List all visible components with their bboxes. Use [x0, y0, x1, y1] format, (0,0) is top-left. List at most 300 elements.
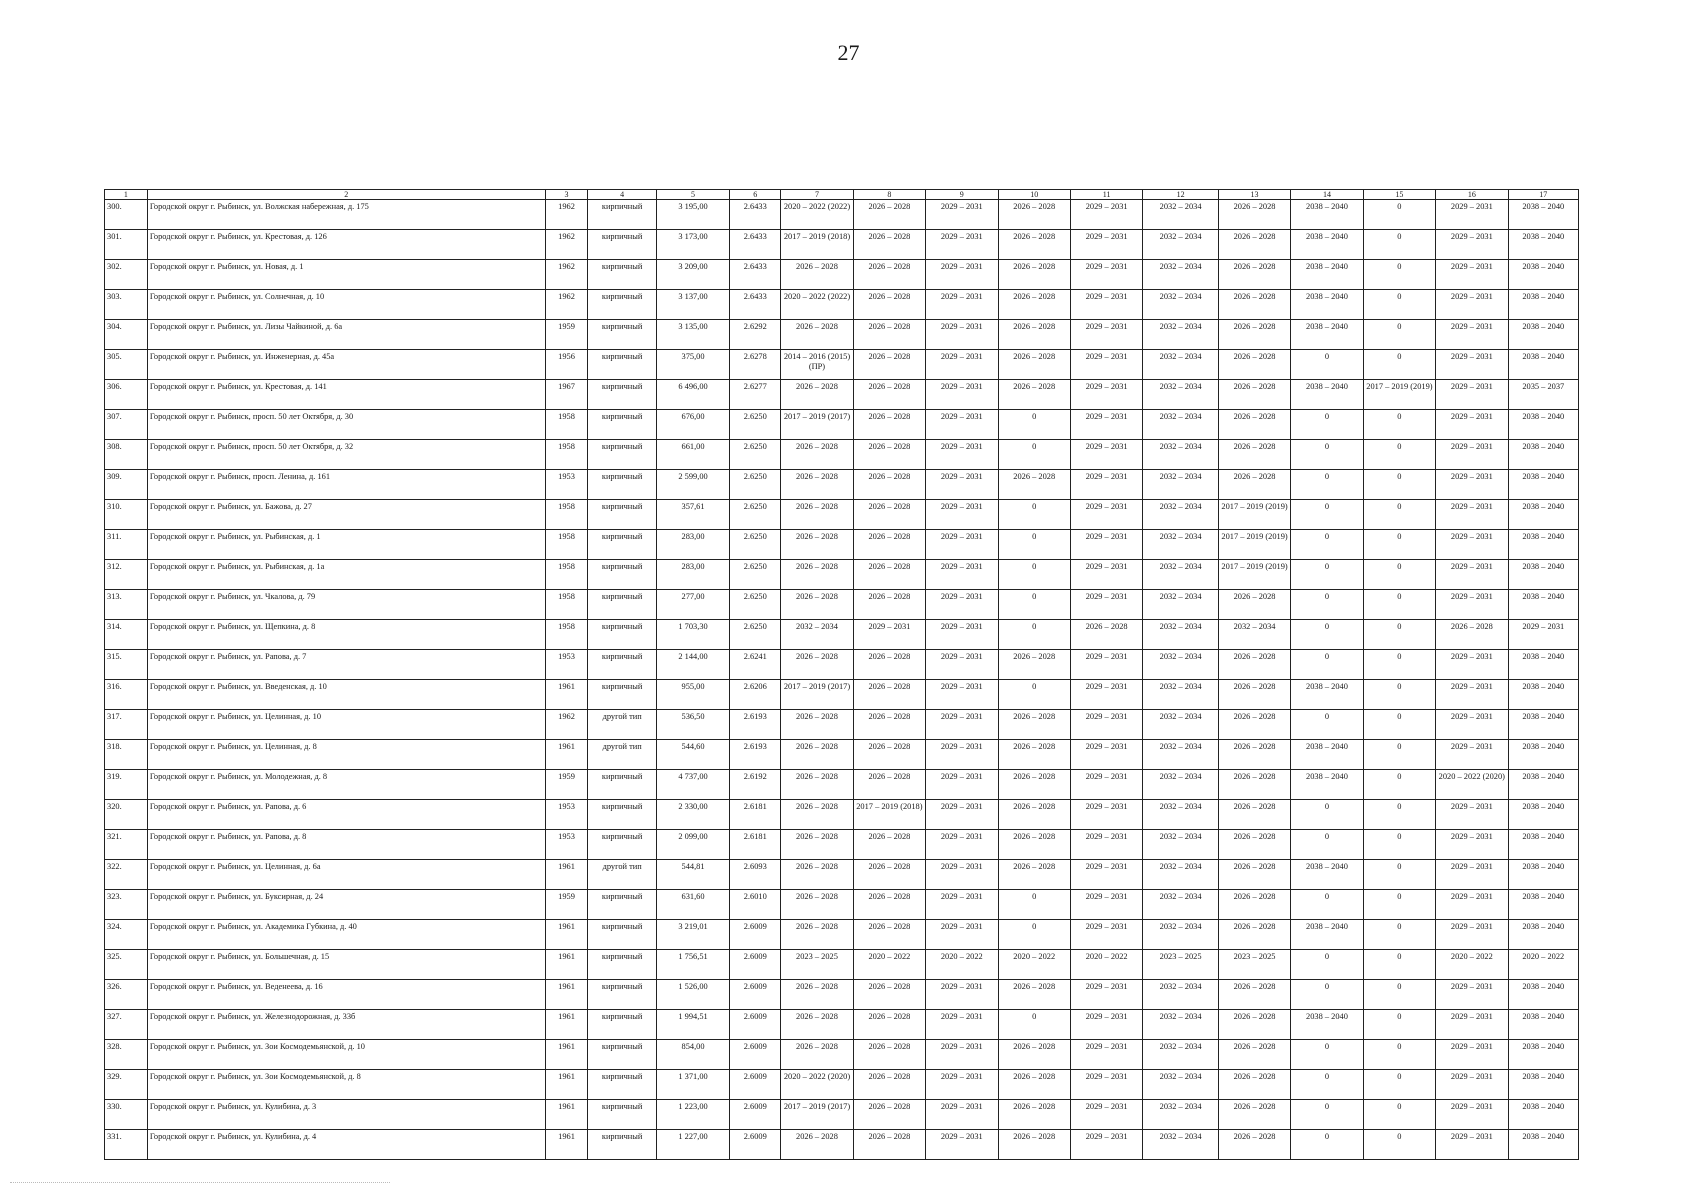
- table-cell: 2029 – 2031: [926, 770, 998, 800]
- table-cell: 0: [1291, 980, 1363, 1010]
- table-cell: 2026 – 2028: [1218, 650, 1290, 680]
- table-cell: 2.6192: [730, 770, 781, 800]
- row-number-cell: 329.: [105, 1070, 148, 1100]
- table-cell: кирпичный: [588, 560, 656, 590]
- table-cell: 2.6009: [730, 1010, 781, 1040]
- address-cell: Городской округ г. Рыбинск, ул. Крестовая, д. 141: [147, 380, 545, 410]
- table-cell: 1958: [545, 440, 588, 470]
- row-number-cell: 300.: [105, 200, 148, 230]
- table-cell: 2026 – 2028: [998, 380, 1070, 410]
- row-number-cell: 321.: [105, 830, 148, 860]
- table-cell: 2029 – 2031: [1070, 290, 1142, 320]
- table-cell: 1953: [545, 470, 588, 500]
- table-cell: 2023 – 2025: [1143, 950, 1218, 980]
- table-row: [105, 890, 1579, 920]
- column-number-15: 15: [1363, 190, 1435, 200]
- table-cell: кирпичный: [588, 1040, 656, 1070]
- address-cell: Городской округ г. Рыбинск, ул. Крестовая, д. 126: [147, 230, 545, 260]
- row-number-cell: 326.: [105, 980, 148, 1010]
- table-cell: 2017 – 2019 (2019): [1218, 530, 1290, 560]
- table-cell: 2038 – 2040: [1508, 860, 1578, 890]
- table-cell: 2038 – 2040: [1508, 470, 1578, 500]
- column-number-17: 17: [1508, 190, 1578, 200]
- table-cell: 0: [998, 410, 1070, 440]
- table-cell: 2029 – 2031: [926, 800, 998, 830]
- table-cell: 2029 – 2031: [1070, 860, 1142, 890]
- table-cell: 277,00: [656, 590, 729, 620]
- table-cell: 2026 – 2028: [781, 380, 853, 410]
- table-cell: 0: [1363, 770, 1435, 800]
- table-cell: 2026 – 2028: [1218, 290, 1290, 320]
- table-cell: 2032 – 2034: [1143, 200, 1218, 230]
- address-cell: Городской округ г. Рыбинск, ул. Целинная, д. 10: [147, 710, 545, 740]
- table-cell: 2032 – 2034: [1143, 1040, 1218, 1070]
- table-cell: 2.6433: [730, 260, 781, 290]
- table-cell: 1958: [545, 410, 588, 440]
- table-cell: 0: [1363, 950, 1435, 980]
- row-number-cell: 316.: [105, 680, 148, 710]
- table-cell: 2029 – 2031: [1436, 800, 1508, 830]
- table-cell: 2026 – 2028: [781, 440, 853, 470]
- table-cell: 2029 – 2031: [1070, 710, 1142, 740]
- table-cell: 2026 – 2028: [853, 440, 925, 470]
- table-cell: 2029 – 2031: [1436, 920, 1508, 950]
- table-cell: 1 994,51: [656, 1010, 729, 1040]
- table-cell: кирпичный: [588, 650, 656, 680]
- table-cell: 2029 – 2031: [926, 1130, 998, 1160]
- table-cell: 1953: [545, 650, 588, 680]
- table-cell: 0: [998, 590, 1070, 620]
- table-cell: 0: [998, 920, 1070, 950]
- table-cell: 2026 – 2028: [781, 860, 853, 890]
- row-number-cell: 303.: [105, 290, 148, 320]
- table-cell: 2029 – 2031: [1436, 410, 1508, 440]
- table-cell: 0: [998, 890, 1070, 920]
- table-cell: 2038 – 2040: [1291, 260, 1363, 290]
- table-cell: 2035 – 2037: [1508, 380, 1578, 410]
- table-cell: 2.6009: [730, 1040, 781, 1070]
- table-row: [105, 830, 1579, 860]
- table-row: [105, 950, 1579, 980]
- table-cell: 2026 – 2028: [998, 200, 1070, 230]
- table-cell: 2.6250: [730, 410, 781, 440]
- table-cell: 2026 – 2028: [1218, 1040, 1290, 1070]
- table-cell: 2029 – 2031: [1436, 500, 1508, 530]
- table-cell: 2020 – 2022 (2020): [1436, 770, 1508, 800]
- column-number-3: 3: [545, 190, 588, 200]
- table-cell: 0: [1363, 500, 1435, 530]
- table-cell: 2026 – 2028: [1218, 740, 1290, 770]
- table-cell: 2029 – 2031: [1070, 650, 1142, 680]
- table-cell: кирпичный: [588, 620, 656, 650]
- table-cell: 2026 – 2028: [781, 1010, 853, 1040]
- table-cell: 2017 – 2019 (2018): [853, 800, 925, 830]
- table-cell: 2029 – 2031: [926, 740, 998, 770]
- table-cell: 2026 – 2028: [1218, 1070, 1290, 1100]
- table-cell: 2032 – 2034: [1143, 680, 1218, 710]
- table-cell: 2029 – 2031: [1070, 1070, 1142, 1100]
- table-cell: 2038 – 2040: [1508, 1130, 1578, 1160]
- table-cell: 2017 – 2019 (2019): [1218, 500, 1290, 530]
- table-cell: 2029 – 2031: [1436, 440, 1508, 470]
- table-cell: 2032 – 2034: [1143, 560, 1218, 590]
- table-cell: 2026 – 2028: [1218, 890, 1290, 920]
- row-number-cell: 331.: [105, 1130, 148, 1160]
- row-number-cell: 330.: [105, 1100, 148, 1130]
- table-cell: 1967: [545, 380, 588, 410]
- table-cell: 2038 – 2040: [1508, 1040, 1578, 1070]
- table-cell: 955,00: [656, 680, 729, 710]
- table-cell: 2038 – 2040: [1508, 290, 1578, 320]
- address-cell: Городской округ г. Рыбинск, ул. Инженерная, д. 45а: [147, 350, 545, 380]
- table-cell: 2026 – 2028: [1218, 260, 1290, 290]
- address-cell: Городской округ г. Рыбинск, ул. Волжская набережная, д. 175: [147, 200, 545, 230]
- table-cell: 2.6009: [730, 980, 781, 1010]
- table-cell: 2029 – 2031: [1070, 1040, 1142, 1070]
- table-cell: 2026 – 2028: [781, 710, 853, 740]
- row-number-cell: 327.: [105, 1010, 148, 1040]
- table-cell: 2026 – 2028: [853, 200, 925, 230]
- table-cell: 2026 – 2028: [998, 710, 1070, 740]
- table-cell: 2026 – 2028: [781, 920, 853, 950]
- table-cell: 2029 – 2031: [1436, 530, 1508, 560]
- table-cell: 2026 – 2028: [781, 530, 853, 560]
- row-number-cell: 322.: [105, 860, 148, 890]
- table-cell: 2029 – 2031: [1436, 230, 1508, 260]
- table-cell: 2038 – 2040: [1291, 230, 1363, 260]
- table-cell: 2026 – 2028: [853, 860, 925, 890]
- table-cell: 2026 – 2028: [1218, 350, 1290, 380]
- table-cell: 2026 – 2028: [781, 650, 853, 680]
- table-cell: 0: [1363, 650, 1435, 680]
- table-cell: 2032 – 2034: [1143, 1010, 1218, 1040]
- table-cell: 2029 – 2031: [1436, 350, 1508, 380]
- row-number-cell: 314.: [105, 620, 148, 650]
- table-cell: 2026 – 2028: [853, 650, 925, 680]
- table-cell: 2020 – 2022: [1070, 950, 1142, 980]
- table-cell: 0: [1363, 1070, 1435, 1100]
- table-cell: 0: [1363, 410, 1435, 440]
- table-row: [105, 1040, 1579, 1070]
- address-cell: Городской округ г. Рыбинск, ул. Железнодорожная, д. 33б: [147, 1010, 545, 1040]
- address-cell: Городской округ г. Рыбинск, ул. Новая, д. 1: [147, 260, 545, 290]
- address-cell: Городской округ г. Рыбинск, ул. Целинная, д. 8: [147, 740, 545, 770]
- table-cell: 2026 – 2028: [998, 860, 1070, 890]
- table-cell: кирпичный: [588, 830, 656, 860]
- table-cell: 544,60: [656, 740, 729, 770]
- table-cell: другой тип: [588, 860, 656, 890]
- column-number-5: 5: [656, 190, 729, 200]
- table-cell: 2032 – 2034: [1143, 620, 1218, 650]
- table-cell: 2.6093: [730, 860, 781, 890]
- address-cell: Городской округ г. Рыбинск, ул. Кулибина, д. 4: [147, 1130, 545, 1160]
- table-cell: 3 219,01: [656, 920, 729, 950]
- table-cell: 0: [1291, 1070, 1363, 1100]
- table-cell: 1 703,30: [656, 620, 729, 650]
- table-cell: 2026 – 2028: [998, 290, 1070, 320]
- row-number-cell: 306.: [105, 380, 148, 410]
- table-cell: 2038 – 2040: [1508, 1010, 1578, 1040]
- table-cell: 2.6241: [730, 650, 781, 680]
- table-row: [105, 560, 1579, 590]
- table-cell: 2026 – 2028: [853, 1070, 925, 1100]
- table-row: [105, 740, 1579, 770]
- table-row: [105, 500, 1579, 530]
- table-cell: 2020 – 2022: [998, 950, 1070, 980]
- table-cell: 2038 – 2040: [1291, 200, 1363, 230]
- table-row: [105, 980, 1579, 1010]
- table-cell: 2038 – 2040: [1508, 800, 1578, 830]
- column-number-9: 9: [926, 190, 998, 200]
- table-row: [105, 380, 1579, 410]
- table-row: [105, 1010, 1579, 1040]
- table-cell: 2026 – 2028: [853, 320, 925, 350]
- table-cell: 1961: [545, 1010, 588, 1040]
- table-cell: 3 173,00: [656, 230, 729, 260]
- table-cell: 2032 – 2034: [1143, 710, 1218, 740]
- table-cell: 2 599,00: [656, 470, 729, 500]
- table-cell: 1958: [545, 620, 588, 650]
- table-cell: 2026 – 2028: [1218, 1010, 1290, 1040]
- table-cell: 2038 – 2040: [1291, 740, 1363, 770]
- table-cell: 2026 – 2028: [1218, 440, 1290, 470]
- table-cell: 2.6278: [730, 350, 781, 380]
- table-row: [105, 470, 1579, 500]
- table-cell: 2026 – 2028: [853, 590, 925, 620]
- table-cell: 2029 – 2031: [1436, 710, 1508, 740]
- table-cell: 2026 – 2028: [853, 1040, 925, 1070]
- table-cell: 1961: [545, 740, 588, 770]
- table-cell: 2.6250: [730, 500, 781, 530]
- table-cell: 2026 – 2028: [853, 260, 925, 290]
- table-cell: 2026 – 2028: [998, 350, 1070, 380]
- table-cell: 2 144,00: [656, 650, 729, 680]
- table-cell: кирпичный: [588, 350, 656, 380]
- table-cell: 3 135,00: [656, 320, 729, 350]
- column-number-4: 4: [588, 190, 656, 200]
- table-cell: 2.6250: [730, 530, 781, 560]
- table-cell: 2029 – 2031: [926, 1070, 998, 1100]
- table-cell: 2026 – 2028: [853, 710, 925, 740]
- row-number-cell: 324.: [105, 920, 148, 950]
- address-cell: Городской округ г. Рыбинск, ул. Академика Губкина, д. 40: [147, 920, 545, 950]
- table-cell: 0: [1291, 440, 1363, 470]
- table-cell: 0: [1363, 320, 1435, 350]
- table-cell: 2026 – 2028: [1218, 230, 1290, 260]
- table-cell: 2029 – 2031: [926, 920, 998, 950]
- table-cell: 2026 – 2028: [1218, 380, 1290, 410]
- footer-rule: [10, 1182, 390, 1184]
- table-row: [105, 650, 1579, 680]
- table-cell: 2029 – 2031: [1070, 920, 1142, 950]
- table-cell: 2.6433: [730, 200, 781, 230]
- table-cell: 2038 – 2040: [1291, 290, 1363, 320]
- table-cell: 2038 – 2040: [1291, 320, 1363, 350]
- table-cell: 2029 – 2031: [1070, 470, 1142, 500]
- table-cell: 2029 – 2031: [1436, 1010, 1508, 1040]
- table-cell: 2038 – 2040: [1508, 920, 1578, 950]
- table-cell: 2026 – 2028: [1218, 920, 1290, 950]
- table-cell: 2026 – 2028: [781, 590, 853, 620]
- column-number-16: 16: [1436, 190, 1508, 200]
- table-cell: 2029 – 2031: [926, 290, 998, 320]
- column-number-7: 7: [781, 190, 853, 200]
- table-cell: 2026 – 2028: [1218, 200, 1290, 230]
- column-number-8: 8: [853, 190, 925, 200]
- table-row: [105, 920, 1579, 950]
- table-cell: 2026 – 2028: [1218, 770, 1290, 800]
- table-cell: 2029 – 2031: [1070, 770, 1142, 800]
- table-cell: 2026 – 2028: [781, 1040, 853, 1070]
- table-cell: 2026 – 2028: [998, 230, 1070, 260]
- table-cell: 0: [1291, 560, 1363, 590]
- table-cell: 2026 – 2028: [781, 740, 853, 770]
- table-cell: 1962: [545, 710, 588, 740]
- row-number-cell: 328.: [105, 1040, 148, 1070]
- table-cell: 0: [1363, 1040, 1435, 1070]
- table-cell: 0: [1291, 1100, 1363, 1130]
- row-number-cell: 301.: [105, 230, 148, 260]
- table-cell: 2038 – 2040: [1291, 380, 1363, 410]
- table-cell: 2.6250: [730, 440, 781, 470]
- row-number-cell: 302.: [105, 260, 148, 290]
- table-cell: 2017 – 2019 (2018): [781, 230, 853, 260]
- table-cell: 1961: [545, 680, 588, 710]
- row-number-cell: 325.: [105, 950, 148, 980]
- column-number-14: 14: [1291, 190, 1363, 200]
- table-cell: 2026 – 2028: [781, 470, 853, 500]
- table-cell: 2038 – 2040: [1508, 230, 1578, 260]
- table-row: [105, 710, 1579, 740]
- table-cell: 2029 – 2031: [1436, 1130, 1508, 1160]
- table-cell: 2026 – 2028: [853, 470, 925, 500]
- table-cell: 2029 – 2031: [926, 890, 998, 920]
- table-cell: кирпичный: [588, 890, 656, 920]
- table-cell: 2014 – 2016 (2015) (ПР): [781, 350, 853, 380]
- table-cell: 2029 – 2031: [1070, 410, 1142, 440]
- table-cell: 2029 – 2031: [1070, 530, 1142, 560]
- table-cell: кирпичный: [588, 1100, 656, 1130]
- table-cell: 0: [1363, 590, 1435, 620]
- table-cell: 0: [1363, 1010, 1435, 1040]
- table-cell: 0: [1291, 830, 1363, 860]
- table-cell: 2029 – 2031: [1436, 200, 1508, 230]
- table-cell: 2029 – 2031: [926, 860, 998, 890]
- row-number-cell: 318.: [105, 740, 148, 770]
- table-cell: 2032 – 2034: [1143, 320, 1218, 350]
- housing-register-table: [104, 189, 1579, 1160]
- table-row: [105, 290, 1579, 320]
- table-cell: 2038 – 2040: [1291, 860, 1363, 890]
- table-cell: 0: [1363, 800, 1435, 830]
- address-cell: Городской округ г. Рыбинск, ул. Чкалова, д. 79: [147, 590, 545, 620]
- table-cell: 2023 – 2025: [781, 950, 853, 980]
- table-cell: 2020 – 2022 (2020): [781, 1070, 853, 1100]
- column-number-6: 6: [730, 190, 781, 200]
- table-cell: 2026 – 2028: [998, 740, 1070, 770]
- table-cell: 0: [998, 500, 1070, 530]
- table-cell: 2038 – 2040: [1508, 410, 1578, 440]
- table-cell: 1962: [545, 200, 588, 230]
- table-cell: 2038 – 2040: [1291, 1010, 1363, 1040]
- table-cell: 2017 – 2019 (2017): [781, 410, 853, 440]
- table-cell: 2029 – 2031: [1436, 830, 1508, 860]
- table-cell: 2029 – 2031: [926, 1040, 998, 1070]
- table-cell: 375,00: [656, 350, 729, 380]
- table-cell: 0: [1363, 860, 1435, 890]
- table-cell: 0: [1363, 290, 1435, 320]
- table-cell: 2.6292: [730, 320, 781, 350]
- table-cell: 2026 – 2028: [853, 1010, 925, 1040]
- table-cell: 2029 – 2031: [926, 320, 998, 350]
- table-cell: 0: [1291, 530, 1363, 560]
- table-cell: 1953: [545, 830, 588, 860]
- table-cell: кирпичный: [588, 260, 656, 290]
- table-cell: 2026 – 2028: [853, 980, 925, 1010]
- table-cell: 2038 – 2040: [1508, 830, 1578, 860]
- table-cell: 2038 – 2040: [1291, 680, 1363, 710]
- table-cell: 0: [998, 530, 1070, 560]
- table-cell: 283,00: [656, 530, 729, 560]
- table-cell: 2026 – 2028: [1218, 1100, 1290, 1130]
- table-cell: 676,00: [656, 410, 729, 440]
- table-cell: 2029 – 2031: [1436, 890, 1508, 920]
- table-cell: 2026 – 2028: [1218, 410, 1290, 440]
- table-cell: 2 099,00: [656, 830, 729, 860]
- table-cell: 2026 – 2028: [781, 260, 853, 290]
- table-cell: 2020 – 2022: [853, 950, 925, 980]
- table-cell: 2029 – 2031: [1070, 830, 1142, 860]
- table-cell: 2029 – 2031: [926, 230, 998, 260]
- table-cell: 0: [1363, 470, 1435, 500]
- table-cell: 2026 – 2028: [781, 320, 853, 350]
- table-cell: 3 137,00: [656, 290, 729, 320]
- row-number-cell: 312.: [105, 560, 148, 590]
- table-cell: 2032 – 2034: [1143, 290, 1218, 320]
- table-cell: 2029 – 2031: [1436, 740, 1508, 770]
- table-cell: 0: [1363, 260, 1435, 290]
- table-row: [105, 1130, 1579, 1160]
- table-cell: 2032 – 2034: [1143, 530, 1218, 560]
- table-cell: 2032 – 2034: [1143, 350, 1218, 380]
- table-cell: 2026 – 2028: [781, 890, 853, 920]
- table-cell: 2032 – 2034: [1143, 590, 1218, 620]
- address-cell: Городской округ г. Рыбинск, просп. 50 лет Октября, д. 30: [147, 410, 545, 440]
- table-cell: кирпичный: [588, 530, 656, 560]
- table-cell: 0: [1363, 530, 1435, 560]
- table-cell: 2032 – 2034: [1143, 1130, 1218, 1160]
- table-cell: 2029 – 2031: [1070, 230, 1142, 260]
- table-cell: 2029 – 2031: [926, 980, 998, 1010]
- table-cell: 2017 – 2019 (2017): [781, 1100, 853, 1130]
- table-cell: 2020 – 2022 (2022): [781, 200, 853, 230]
- table-cell: 1958: [545, 590, 588, 620]
- address-cell: Городской округ г. Рыбинск, ул. Бажова, д. 27: [147, 500, 545, 530]
- table-cell: 1958: [545, 530, 588, 560]
- table-cell: 2.6181: [730, 800, 781, 830]
- table-cell: 1 371,00: [656, 1070, 729, 1100]
- table-cell: 1961: [545, 1100, 588, 1130]
- table-cell: 2029 – 2031: [1070, 980, 1142, 1010]
- table-cell: 2029 – 2031: [1070, 740, 1142, 770]
- table-cell: 1961: [545, 920, 588, 950]
- table-cell: 2038 – 2040: [1508, 740, 1578, 770]
- table-cell: 1961: [545, 860, 588, 890]
- table-cell: 2.6009: [730, 1100, 781, 1130]
- table-cell: 2029 – 2031: [926, 1100, 998, 1130]
- table-cell: 2029 – 2031: [926, 530, 998, 560]
- table-cell: 2029 – 2031: [1070, 260, 1142, 290]
